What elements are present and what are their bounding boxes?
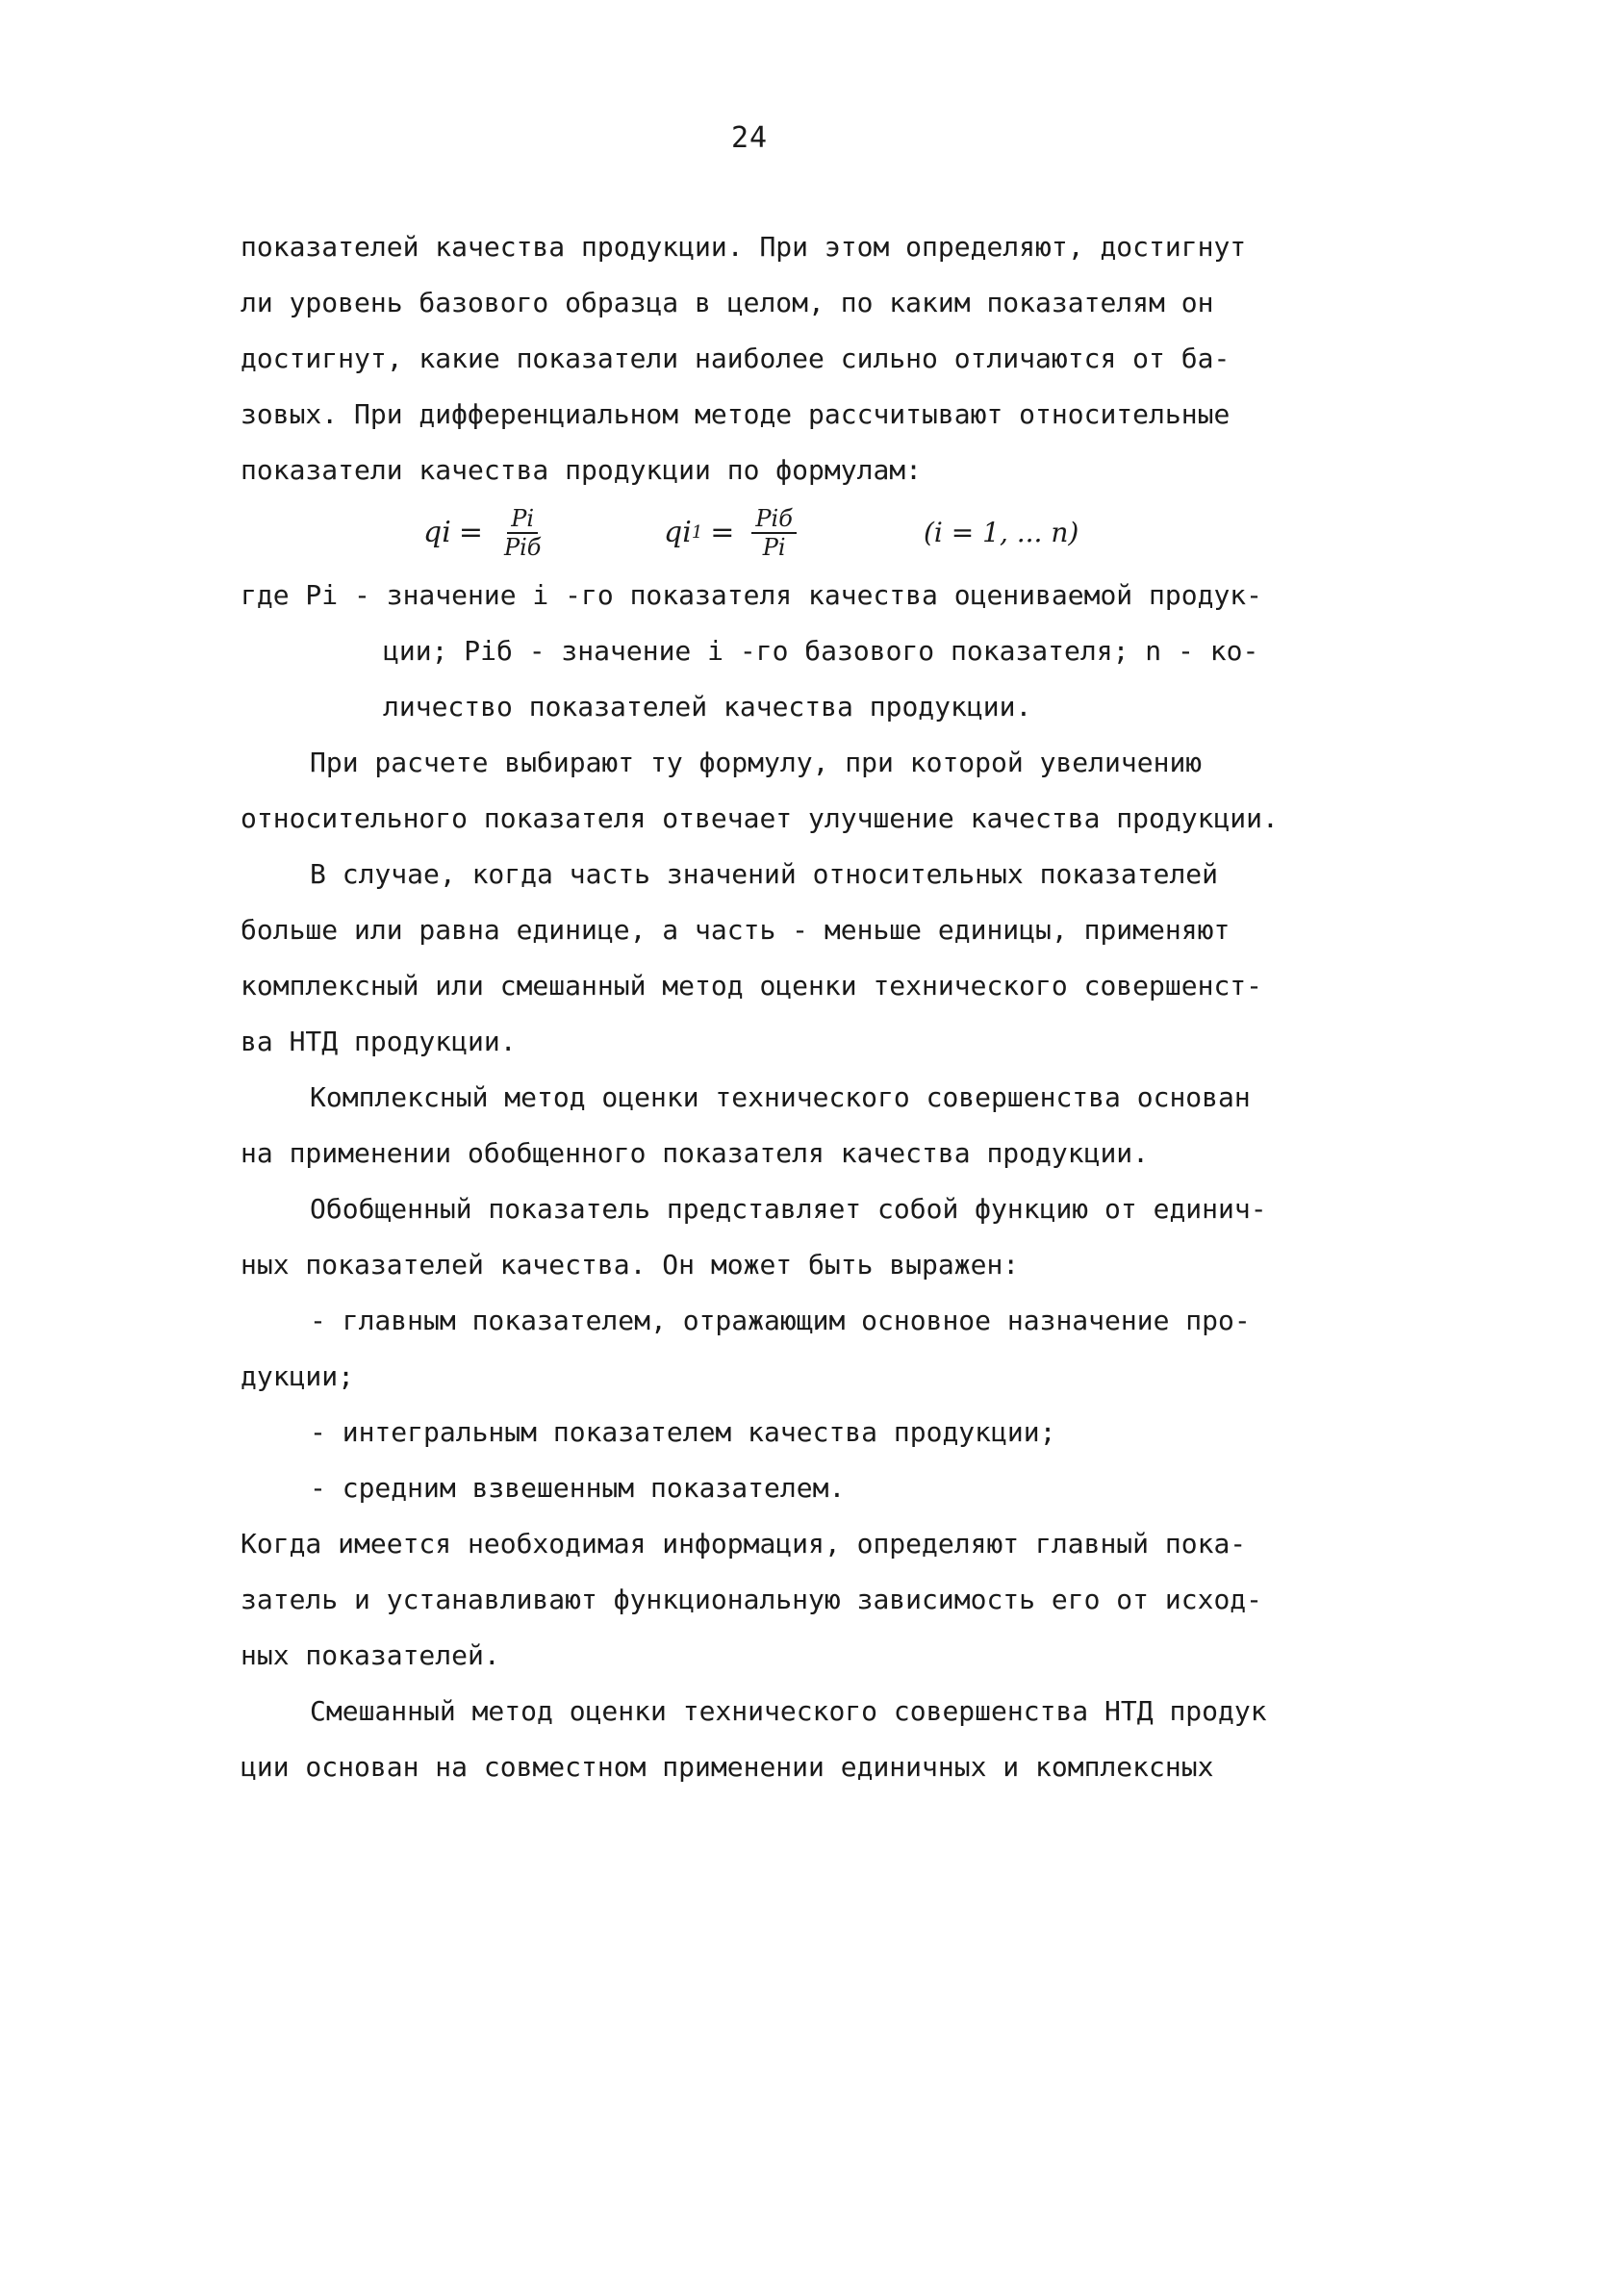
text-line: где Pi - значение i -го показателя качества оцениваемой продук- [241, 579, 1263, 611]
document-body [241, 219, 1357, 1795]
formula-2-fraction [751, 505, 796, 561]
formula-1-numerator: Pi [507, 505, 538, 534]
formula-range: (i = 1, ... n) [924, 517, 1079, 548]
formula-2-numerator: Piб [751, 505, 796, 534]
list-item: - интегральным показателем качества продукции; [310, 1416, 1056, 1448]
text-line: При расчете выбирают ту формулу, при которой увеличению [310, 747, 1203, 778]
list-item: - средним взвешенным показателем. [310, 1472, 846, 1504]
text-line: зовых. При дифференциальном методе рассчитывают относительные [241, 398, 1231, 430]
text-line: Когда имеется необходимая информация, определяют главный пока- [241, 1528, 1247, 1560]
text-line: комплексный или смешанный метод оценки технического совершенст- [241, 970, 1263, 1002]
list-item: - главным показателем, отражающим основное назначение про- [310, 1305, 1251, 1336]
formula-1-fraction [500, 505, 545, 561]
text-line: В случае, когда часть значений относительных показателей [310, 858, 1219, 890]
formula-1 [423, 498, 545, 568]
text-line: Обобщенный показатель представляет собой функцию от единич- [310, 1193, 1267, 1225]
formula-2-lhs: qi [664, 516, 692, 549]
equals-sign: = [458, 516, 483, 549]
text-line: ва НТД продукции. [241, 1026, 517, 1057]
page-number: 24 [731, 121, 769, 155]
text-line: на применении обобщенного показателя качества продукции. [241, 1137, 1150, 1169]
text-line: показателей качества продукции. При этом определяют, достигнут [241, 231, 1247, 263]
formula-1-denominator: Piб [503, 534, 542, 561]
text-line: относительного показателя отвечает улучшение качества продукции. [241, 802, 1279, 834]
text-line: ных показателей качества. Он может быть выражен: [241, 1249, 1020, 1281]
text-line: ли уровень базового образца в целом, по каким показателям он [241, 287, 1214, 318]
formula-1-lhs: qi [423, 516, 451, 549]
formula-2 [664, 498, 797, 568]
text-line: Комплексный метод оценки технического совершенства основан [310, 1081, 1251, 1113]
text-line: затель и устанавливают функциональную зависимость его от исход- [241, 1584, 1263, 1615]
text-line: больше или равна единице, а часть - меньше единицы, применяют [241, 914, 1231, 946]
text-line: показатели качества продукции по формулам: [241, 454, 923, 486]
formula-block [241, 498, 1357, 568]
formula-2-superscript: 1 [691, 522, 703, 543]
list-item-continuation: дукции; [241, 1360, 355, 1392]
text-line: личество показателей качества продукции. [383, 691, 1032, 723]
text-line: ных показателей. [241, 1639, 500, 1671]
text-line: достигнут, какие показатели наиболее сильно отличаются от ба- [241, 342, 1231, 374]
equals-sign: = [710, 516, 735, 549]
text-line: Смешанный метод оценки технического совершенства НТД продук [310, 1695, 1267, 1727]
text-line: ции основан на совместном применении единичных и комплексных [241, 1751, 1214, 1783]
text-line: ции; Piб - значение i -го базового показателя; n - ко- [383, 635, 1259, 667]
formula-2-denominator: Pi [762, 534, 786, 561]
